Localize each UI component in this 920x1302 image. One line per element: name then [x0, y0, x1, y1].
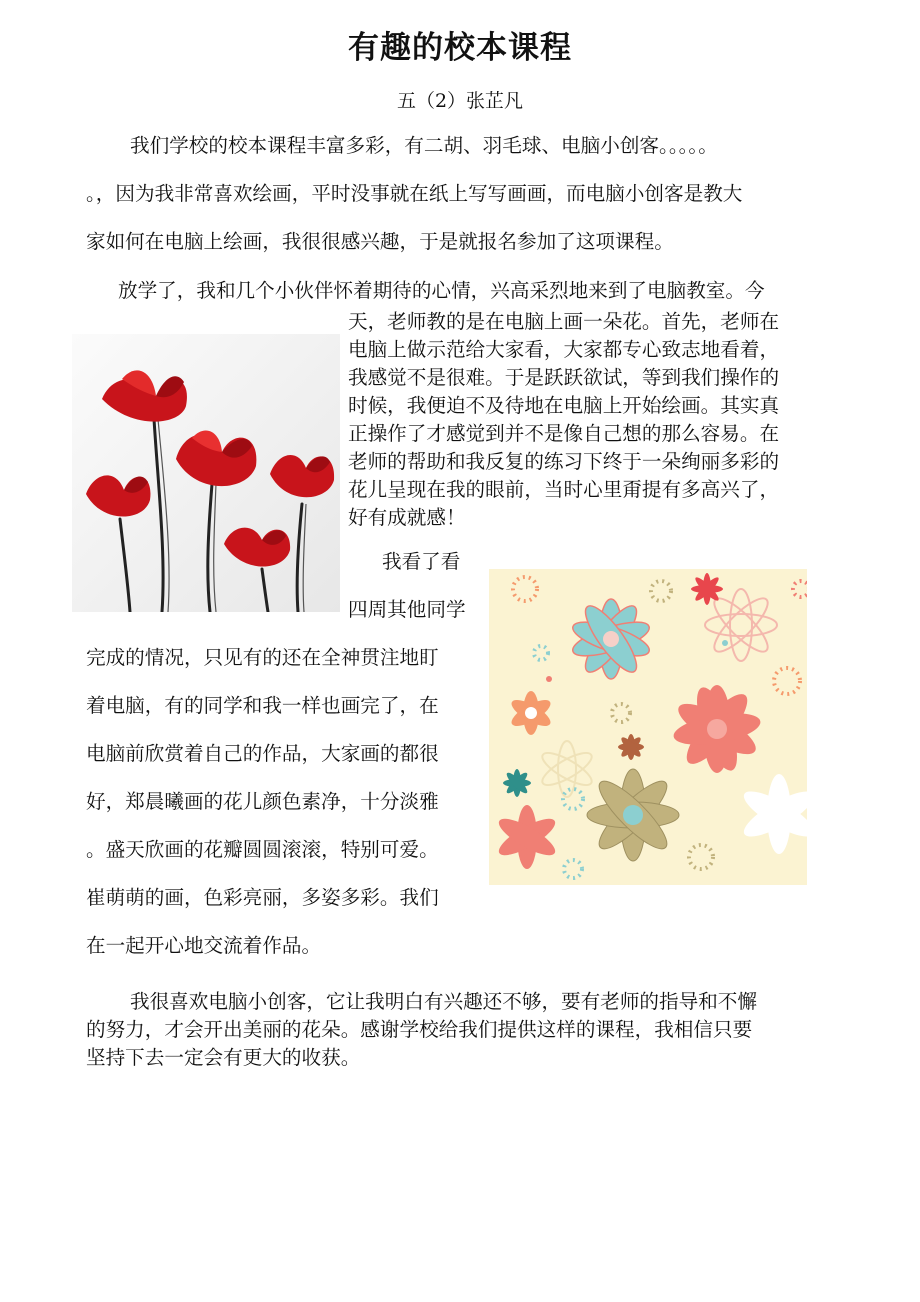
text-line: 电脑前欣赏着自己的作品，大家画的都很	[86, 742, 439, 765]
text-line: 在一起开心地交流着作品。	[86, 934, 322, 957]
text-line: 完成的情况，只见有的还在全神贯注地盯	[86, 646, 439, 669]
pattern-flower	[691, 573, 723, 605]
text-line: 我们学校的校本课程丰富多彩，有二胡、羽毛球、电脑小创客。。。。。	[130, 134, 718, 157]
text-line: 放学了，我和几个小伙伴怀着期待的心情，兴高采烈地来到了电脑教室。今	[118, 279, 765, 302]
pattern-flower	[618, 734, 644, 760]
flower-pattern-image	[489, 569, 807, 885]
page-title: 有趣的校本课程	[348, 30, 572, 66]
text-line: 坚持下去一定会有更大的收获。	[86, 1046, 361, 1069]
text-line: 我很喜欢电脑小创客，它让我明白有兴趣还不够，要有老师的指导和不懈	[130, 990, 757, 1013]
pattern-flower	[587, 769, 679, 861]
text-line: 四周其他同学	[348, 598, 466, 621]
text-line: 天，老师教的是在电脑上画一朵花。首先，老师在	[348, 310, 780, 333]
text-line: 的努力，才会开出美丽的花朵。感谢学校给我们提供这样的课程，我相信只要	[86, 1018, 753, 1041]
text-line: 好有成就感！	[348, 506, 466, 529]
text-line: 着电脑，有的同学和我一样也画完了，在	[86, 694, 439, 717]
text-line: 我感觉不是很难。于是跃跃欲试，等到我们操作的	[348, 366, 780, 389]
pattern-flower	[503, 769, 531, 797]
red-tulips-image	[72, 334, 340, 612]
text-line: 时候，我便迫不及待地在电脑上开始绘画。其实真	[348, 394, 780, 417]
text-line: 。盛天欣画的花瓣圆圆滚滚，特别可爱。	[86, 838, 439, 861]
text-line: 电脑上做示范给大家看，大家都专心致志地看着，	[348, 338, 780, 361]
text-line: 崔萌萌的画，色彩亮丽，多姿多彩。我们	[86, 886, 439, 909]
text-line: 老师的帮助和我反复的练习下终于一朵绚丽多彩的	[348, 450, 780, 473]
text-line: 花儿呈现在我的眼前，当时心里甭提有多高兴了，	[348, 478, 780, 501]
author-line: 五（2）张芷凡	[396, 90, 524, 112]
text-line: 好，郑晨曦画的花儿颜色素净，十分淡雅	[86, 790, 439, 813]
text-line: 我看了看	[382, 550, 461, 573]
text-line: 家如何在电脑上绘画，我很很感兴趣，于是就报名参加了这项课程。	[86, 230, 674, 253]
text-line: 正操作了才感觉到并不是像自己想的那么容易。在	[348, 422, 780, 445]
text-line: 。，因为我非常喜欢绘画，平时没事就在纸上写写画画，而电脑小创客是教大	[86, 182, 743, 205]
